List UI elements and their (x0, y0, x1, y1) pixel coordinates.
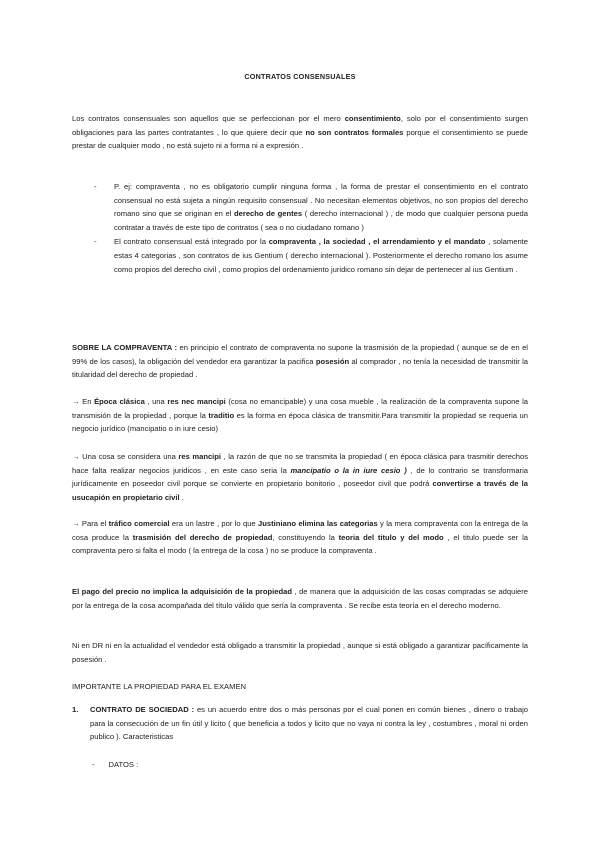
item-number: 1. (72, 705, 79, 714)
list-item (94, 180, 528, 234)
text: , de lo contrario se transformaria jurídicamente en poseedor civil porque se convierte en propietario bonitorio , poseedor civil que podrá (72, 465, 528, 489)
text: es un acuerdo entre dos o más personas por el cual ponen en común bienes , dinero o trabajo para la consecución de un fin útil y licito ( que beneficia a todos y licito que no vaya ni contra la ley , costumbres , moral ni orden publico ). Caracteristicas (90, 705, 528, 742)
bold-text: consentimiento (344, 114, 401, 123)
datos-item (92, 758, 138, 772)
datos-label: DATOS : (108, 760, 139, 769)
text: (cosa no emancipable) y una cosa mueble , la realización de la compraventa supone la transmisión de la propiedad , porque la (72, 397, 529, 420)
text: Los contratos consensuales son aquellos que se perfeccionan por el mero (72, 114, 345, 123)
bold-text: compraventa , la sociedad , el arrendamiento y el mandato (268, 237, 486, 247)
numbered-item-sociedad (72, 703, 528, 744)
text: , una (144, 397, 168, 406)
document-title: CONTRATOS CONSENSUALES (244, 72, 356, 81)
text: , solamente estas 4 categorias , son contratos de ius Gentium ( derecho internacional ). Posteriormente el derecho romano los asume como propios del derecho civil , como propios del ordenamiento juridico romano sin dejar de pertenecer al ius Gentium . (114, 237, 528, 274)
bold-text: CONTRATO DE SOCIEDAD : (90, 705, 195, 714)
bold-text: Justiniano elimina las categorias (258, 519, 378, 528)
dash-marker: - (92, 760, 95, 769)
text: → En (72, 397, 95, 406)
bold-text: Época clásica (94, 397, 145, 406)
text: es la forma en época clásica de transmitir.Para transmitir la propiedad se requeria un negocio jurídico (mancipatio o in iure cesio) (72, 410, 528, 434)
text: y la mera compraventa con la entrega de la cosa produce la (72, 519, 528, 542)
list-item (94, 235, 528, 276)
bold-text: El pago del precio no implica la adquisición de la propiedad (72, 587, 292, 596)
dr-paragraph (72, 639, 528, 666)
text: porque el consentimiento se puede prestar de cualquier modo , no está sujeto ni a forma ni a expresión . (72, 127, 528, 151)
bold-text: convertirse a través de la usucapión en propietario civil (72, 479, 528, 502)
dash-marker: - (94, 182, 97, 191)
bold-text: no son contratos formales (305, 127, 404, 137)
text: P. ej: compraventa , no es obligatorio cumplir ninguna forma , la forma de prestar el consentimiento en el contrato consensual no está sujeta a ningún requisito consensual . No necesitan elementos objetivos, no son propios del derecho romano sino que se originan en el (114, 182, 528, 219)
bold-text: tráfico comercial (108, 519, 170, 528)
bold-text: teoria del titulo y del modo (338, 532, 444, 542)
bold-text: posesión (315, 356, 350, 366)
text: . (179, 492, 184, 502)
item-body (90, 703, 528, 744)
epoca-clasica-paragraph (72, 395, 528, 436)
text: al comprador , no tenía la necesidad de transmitir la titularidad del derecho de propiedad . (72, 356, 528, 380)
text: era un lastre , por lo que (169, 519, 258, 528)
text: en principio el contrato de compraventa no supone la trasmisión de la propiedad ( aunque se de en el 99% de los casos), la obligación del vendedor era garantizar la pacifica (72, 343, 528, 366)
text: → Para el (72, 519, 109, 528)
compraventa-paragraph (72, 341, 528, 382)
text: , constituyendo la (272, 532, 339, 542)
text: , solo por el consentimiento surgen obligaciones para las partes contratantes , lo que quiere decir que (72, 114, 528, 137)
bold-text: traditio (208, 410, 235, 420)
dash-marker: - (94, 237, 97, 247)
res-mancipi-paragraph (72, 450, 528, 504)
text: , de manera que la adquisición de las cosas compradas se adquiere por la entrega de la cosa acompañada del título válido que sería la compraventa . Se recibe esta teoría en el derecho moderno. (72, 587, 529, 610)
text: El contrato consensual está integrado por la (114, 237, 269, 247)
text: , la razón de que no se transmita la propiedad ( en época clásica para trasmitir derechos hace falta realizar negocios juridicos , en este caso seria la (72, 452, 528, 475)
text: → Una cosa se considera una (72, 452, 179, 461)
intro-paragraph (72, 112, 528, 153)
bold-text: trasmisión del derecho de propiedad (132, 532, 273, 542)
importante-note: IMPORTANTE LA PROPIEDAD PARA EL EXAMEN (72, 682, 246, 691)
trafico-comercial-paragraph (72, 517, 528, 558)
bold-text: derecho de gentes (234, 209, 303, 219)
pago-precio-paragraph (72, 585, 528, 612)
bold-text: res mancipi (178, 452, 222, 461)
bold-text: res nec mancipi (167, 397, 226, 406)
bold-italic-text: mancipatio o la in iure cesio ) (290, 465, 407, 475)
text: Ni en DR ni en la actualidad el vendedor está obligado a transmitir la propiedad , aunque si está obligado a garantizar pacíficamente la posesión . (72, 641, 528, 664)
text: , el titulo puede ser la compraventa pero si falta el modo ( la entrega de la cosa ) no se produce la compraventa . (72, 532, 529, 556)
bold-text: SOBRE LA COMPRAVENTA : (72, 343, 178, 352)
bullet-list (94, 180, 528, 277)
text: ( derecho internacional ) , de modo que cualquier persona pueda contratar a través de este tipo de contratos ( sea o no ciudadano romano ) (114, 209, 528, 232)
